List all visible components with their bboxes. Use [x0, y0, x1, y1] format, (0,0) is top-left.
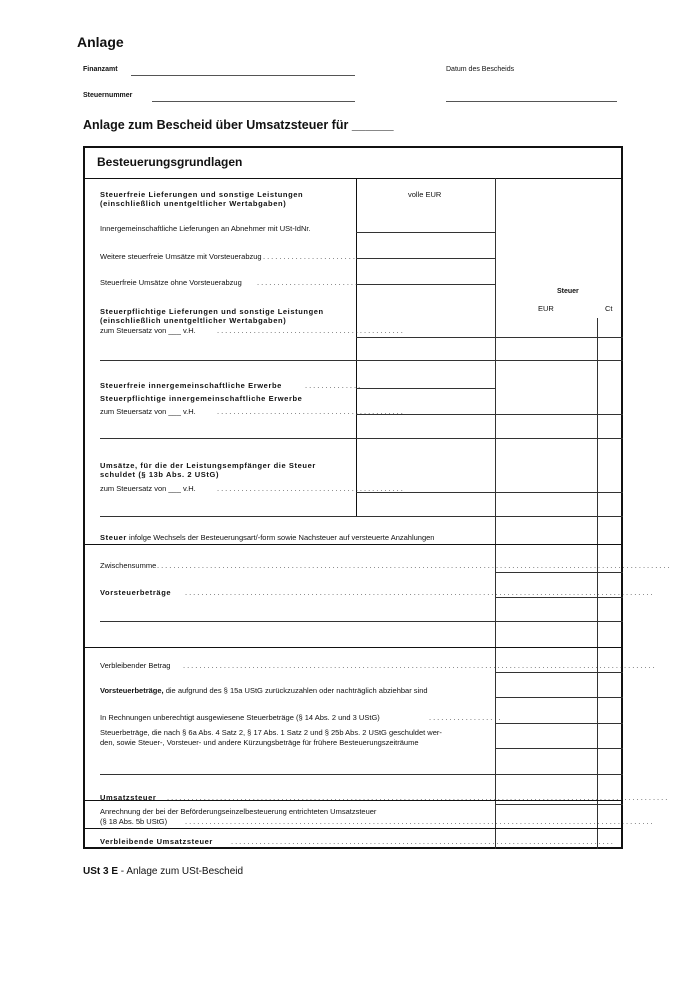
leader-dots: .............. — [305, 381, 363, 390]
divider-verbleibender — [85, 647, 623, 648]
row-steuersatz-1: zum Steuersatz von ___ v.H. — [100, 326, 196, 335]
col-header-eur: EUR — [538, 304, 554, 313]
row-ohne-vorsteuerabzug: Steuerfreie Umsätze ohne Vorsteuerabzug — [100, 278, 242, 287]
row-unberechtigt-ausgewiesen: In Rechnungen unberechtigt ausgewiesene Steuerbeträge (§ 14 Abs. 2 und 3 UStG) — [100, 713, 380, 722]
row-15a-text: die aufgrund des § 15a UStG zurückzuzahlen oder nachträglich abziehbar sind — [163, 686, 428, 695]
row-steuerfreie-lieferungen: Steuerfreie Lieferungen und sonstige Leistungen — [100, 190, 304, 199]
form-subtitle: Anlage zum Bescheid über Umsatzsteuer für ______ — [83, 118, 394, 132]
section-title: Besteuerungsgrundlagen — [97, 155, 243, 169]
finanzamt-field[interactable] — [131, 75, 355, 76]
finanzamt-label: Finanzamt — [83, 66, 118, 73]
input-vorsteuerbetraege[interactable] — [495, 597, 623, 598]
row-steuer-wechsel-bold: Steuer — [100, 533, 127, 542]
row-anrechnung-cont: (§ 18 Abs. 5b UStG) — [100, 817, 168, 826]
row-weitere-steuerfreie: Weitere steuerfreie Umsätze mit Vorsteuerabzug — [100, 252, 262, 261]
row-6a-steuerbetraege-cont: den, sowie Steuer-, Vorsteuer- und andere Kürzungsbeträge für frühere Besteuerungszeiträume — [100, 738, 419, 747]
col-divider-ct — [597, 318, 598, 849]
row-steuersatz-3: zum Steuersatz von ___ v.H. — [100, 484, 196, 493]
leader-dots: ........................................................................................................................... — [167, 793, 670, 802]
leader-dots: ................................ — [257, 278, 388, 287]
page-title: Anlage — [77, 34, 124, 50]
leader-dots: ................................................................................................................... — [185, 817, 655, 826]
row-6a-steuerbetraege: Steuerbeträge, die nach § 6a Abs. 4 Satz 2, § 17 Abs. 1 Satz 2 und § 25b Abs. 2 UStG geschuldet wer- — [100, 728, 442, 737]
divider-zwischensumme — [85, 544, 623, 545]
row-steuerpflichtige-lieferungen: Steuerpflichtige Lieferungen und sonstige Leistungen — [100, 307, 324, 316]
leader-dots: .............................................. — [217, 407, 405, 416]
leader-dots: .................................................................................................................... — [183, 661, 657, 670]
row-steuersatz-2: zum Steuersatz von ___ v.H. — [100, 407, 196, 416]
leader-dots: .............................................. — [217, 326, 405, 335]
input-steuersatz-3[interactable] — [356, 492, 623, 493]
input-weitere-steuerfreie[interactable] — [356, 258, 495, 259]
leader-dots: .............................................................................................. — [231, 837, 615, 846]
steuernummer-label: Steuernummer — [83, 92, 133, 99]
row-15a-vorsteuer — [100, 686, 428, 695]
col-divider-volle-eur — [356, 178, 357, 516]
row-verbleibender-betrag: Verbleibender Betrag — [100, 661, 171, 670]
row-zwischensumme: Zwischensumme — [100, 561, 157, 570]
row-steuerfreie-lieferungen-note: (einschließlich unentgeltlicher Wertabgaben) — [100, 199, 287, 208]
row-13b-note: schuldet (§ 13b Abs. 2 UStG) — [100, 470, 220, 479]
input-steuersatz-1[interactable] — [356, 337, 623, 338]
row-steuerfreie-ig-erwerbe: Steuerfreie innergemeinschaftliche Erwerbe — [100, 381, 282, 390]
leader-dots: ............................. — [263, 252, 382, 261]
input-steuersatz-1b[interactable] — [100, 360, 623, 361]
row-13b-umsaetze: Umsätze, für die der Leistungsempfänger die Steuer — [100, 461, 316, 470]
col-header-ct: Ct — [605, 304, 613, 313]
input-steuersatz-2b[interactable] — [100, 438, 623, 439]
col-header-steuer: Steuer — [557, 288, 579, 295]
input-steuerfreie-ig-erwerbe[interactable] — [356, 388, 495, 389]
row-anrechnung: Anrechnung der bei der Beförderungseinzelbesteuerung entrichteten Umsatzsteuer — [100, 807, 377, 816]
footer-label: - Anlage zum USt-Bescheid — [118, 866, 244, 877]
divider-verbleibende-ust — [85, 828, 623, 829]
leader-dots: ................................................................................................................... — [185, 588, 655, 597]
row-ig-lieferungen: Innergemeinschaftliche Lieferungen an Abnehmer mit USt-IdNr. — [100, 224, 311, 233]
steuernummer-field[interactable] — [152, 101, 355, 102]
col-header-volle-eur: volle EUR — [408, 190, 442, 199]
input-ig-lieferungen[interactable] — [356, 232, 495, 233]
input-unberechtigt-ausgewiesen[interactable] — [495, 723, 623, 724]
input-15a-vorsteuer[interactable] — [495, 697, 623, 698]
input-6a-steuerbetraege[interactable] — [495, 748, 623, 749]
input-steuersatz-2[interactable] — [356, 414, 623, 415]
row-vorsteuerbetraege: Vorsteuerbeträge — [100, 588, 172, 597]
row-umsatzsteuer: Umsatzsteuer — [100, 793, 157, 802]
input-steuersatz-3b[interactable] — [100, 516, 623, 517]
input-umsatzsteuer[interactable] — [495, 804, 623, 805]
leader-dots: .............................................. — [217, 484, 405, 493]
row-15a-bold: Vorsteuerbeträge, — [100, 686, 164, 695]
datum-field[interactable] — [446, 101, 617, 102]
input-vorsteuer-extra-1[interactable] — [100, 621, 623, 622]
leader-dots: .................. — [429, 713, 503, 722]
row-steuerpflichtige-ig-erwerbe: Steuerpflichtige innergemeinschaftliche Erwerbe — [100, 394, 303, 403]
row-steuer-wechsel — [100, 533, 434, 542]
datum-label: Datum des Bescheids — [446, 66, 515, 73]
row-steuer-wechsel-text: infolge Wechsels der Besteuerungsart/-form sowie Nachsteuer auf versteuerte Anzahlungen — [126, 533, 435, 542]
footer — [83, 866, 243, 877]
footer-code: USt 3 E — [83, 866, 119, 877]
input-frueherer-zeitraum[interactable] — [100, 774, 623, 775]
leader-dots: .............................................................................................................................. — [157, 561, 672, 570]
input-ohne-vorsteuerabzug[interactable] — [356, 284, 495, 285]
besteuerungsgrundlagen-table — [83, 146, 672, 849]
row-verbleibende-umsatzsteuer: Verbleibende Umsatzsteuer — [100, 837, 213, 846]
section-title-divider — [85, 178, 623, 179]
input-verbleibender-betrag[interactable] — [495, 672, 623, 673]
row-steuerpflichtige-note: (einschließlich unentgeltlicher Wertabgaben) — [100, 316, 287, 325]
input-zwischensumme[interactable] — [495, 572, 623, 573]
